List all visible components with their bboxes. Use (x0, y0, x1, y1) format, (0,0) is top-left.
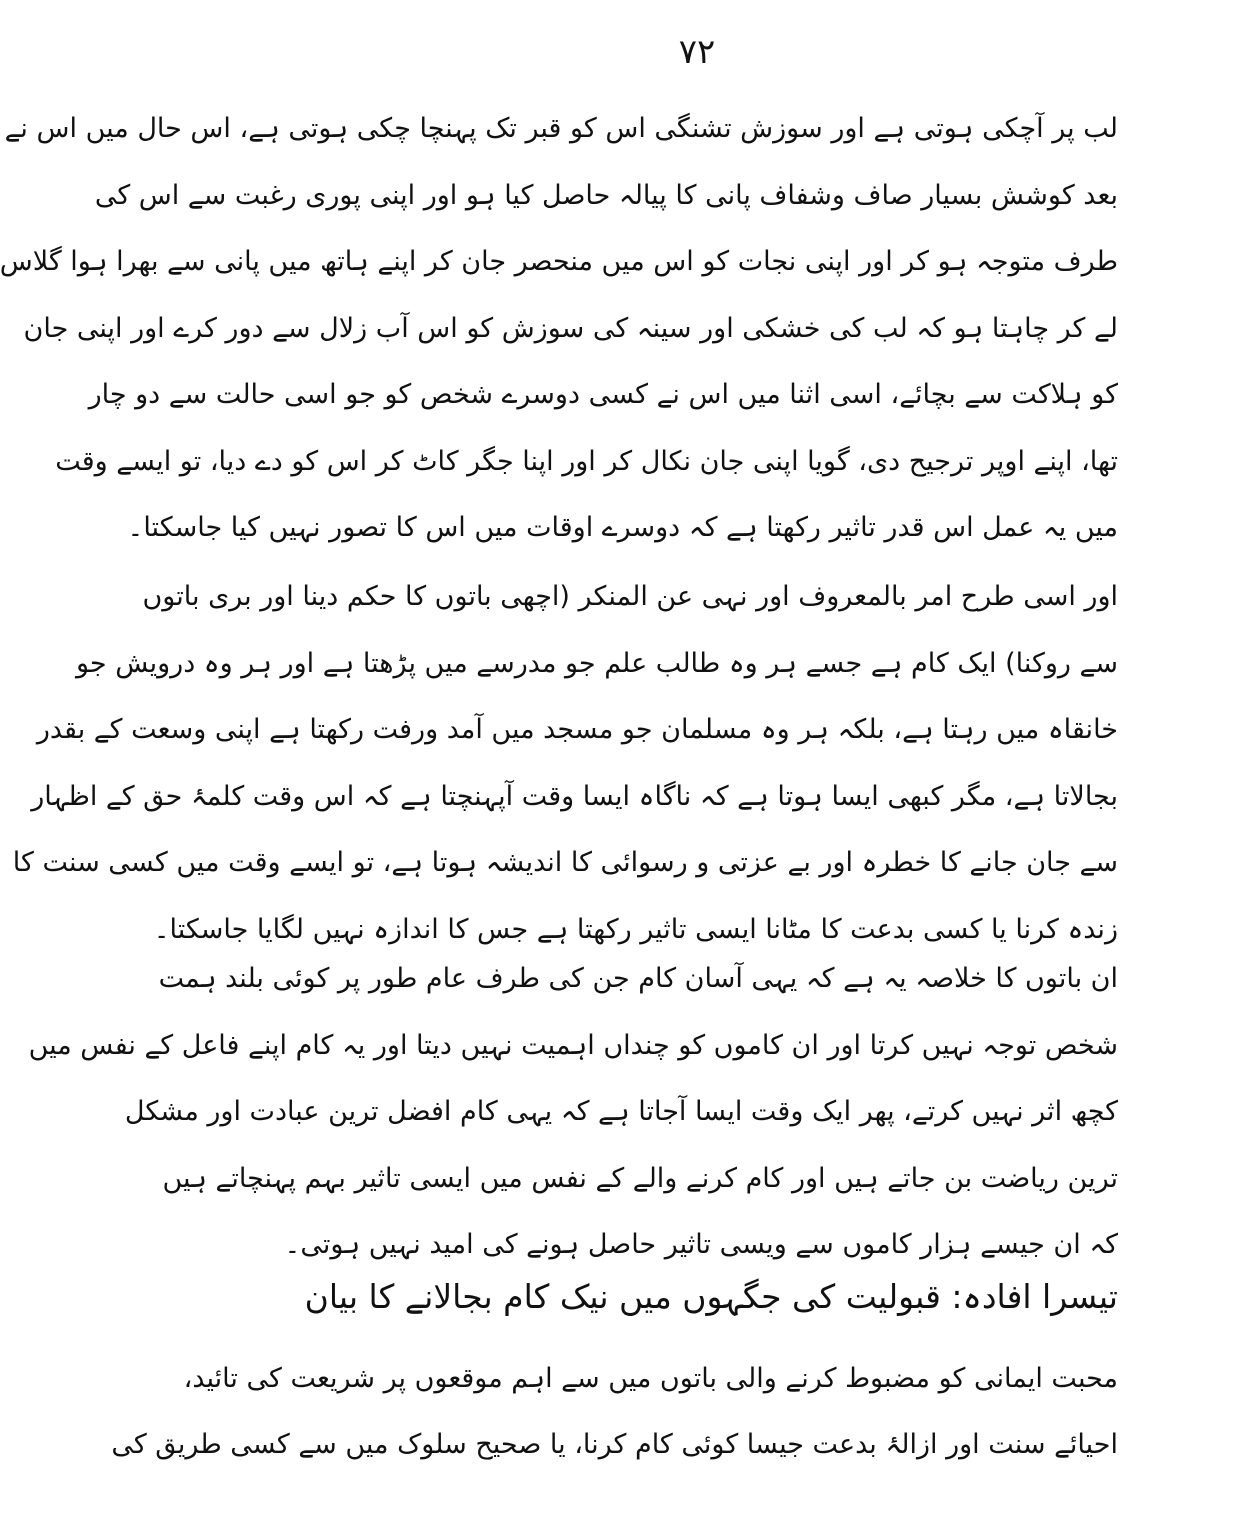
text-line: کہ ان جیسے ہزار کاموں سے ویسی تاثیر حاصل ہونے کی امید نہیں ہوتی۔ (284, 1229, 1118, 1260)
text-line: کچھ اثر نہیں کرتے، پھر ایک وقت ایسا آجاتا ہے کہ یہی کام افضل ترین عبادت اور مشکل (124, 1096, 1118, 1127)
text-line: خانقاہ میں رہتا ہے، بلکہ ہر وہ مسلمان جو مسجد میں آمد ورفت رکھتا ہے اپنی وسعت کے بقدر (36, 714, 1118, 745)
text-line: بعد کوشش بسیار صاف وشفاف پانی کا پیالہ حاصل کیا ہو اور اپنی پوری رغبت سے اس کی (94, 179, 1118, 211)
text-line: لے کر چاہتا ہو کہ لب کی خشکی اور سینہ کی سوزش کو اس آب زلال سے دور کرے اور اپنی جان (23, 312, 1118, 344)
paragraph-summary (28, 946, 1118, 1279)
text-line: ان باتوں کا خلاصہ یہ ہے کہ یہی آسان کام جن کی طرف عام طور پر کوئی بلند ہمت (158, 963, 1118, 994)
text-line: بجالاتا ہے، مگر کبھی ایسا ہوتا ہے کہ ناگاہ ایسا وقت آپہنچتا ہے کہ اس وقت کلمۂ حق کے اظہار (31, 780, 1118, 812)
text-line: محبت ایمانی کو مضبوط کرنے والی باتوں میں سے اہم موقعوں پر شریعت کی تائید، (183, 1363, 1118, 1394)
paragraph-self-sacrifice (0, 96, 1118, 562)
text-line: کو ہلاکت سے بچائے، اسی اثنا میں اس نے کسی دوسرے شخص کو جو اسی حالت سے دو چار (88, 379, 1118, 410)
text-line: سے جان جانے کا خطرہ اور بے عزتی و رسوائی کا اندیشہ ہوتا ہے، تو ایسے وقت میں کسی سنت کا (12, 847, 1118, 878)
text-line: میں یہ عمل اس قدر تاثیر رکھتا ہے کہ دوسرے اوقات میں اس کا تصور نہیں کیا جاسکتا۔ (127, 512, 1118, 543)
text-line: زندہ کرنا یا کسی بدعت کا مٹانا ایسی تاثیر رکھتا ہے جس کا اندازہ نہیں لگایا جاسکتا۔ (153, 913, 1118, 945)
text-line: اور اسی طرح امر بالمعروف اور نہی عن المنکر (اچھی باتوں کا حکم دینا اور بری باتوں (142, 581, 1118, 612)
paragraph-enjoining-good (12, 564, 1118, 963)
text-line: احیائے سنت اور ازالۂ بدعت جیسا کوئی کام کرنا، یا صحیح سلوک میں سے کسی طریق کی (111, 1429, 1118, 1460)
text-line: طرف متوجہ ہو کر اور اپنی نجات کو اس میں منحصر جان کر اپنے ہاتھ میں پانی سے بھرا ہوا گلاس (0, 246, 1118, 277)
text-line: ترین ریاضت بن جاتے ہیں اور کام کرنے والے کے نفس میں ایسی تاثیر بہم پہنچاتے ہیں (162, 1162, 1118, 1194)
text-line: تھا، اپنے اوپر ترجیح دی، گویا اپنی جان نکال کر اور اپنا جگر کاٹ کر اس کو دے دیا، تو ایسے وقت (55, 445, 1118, 477)
text-line: شخص توجہ نہیں کرتا اور ان کاموں کو چنداں اہمیت نہیں دیتا اور یہ کام اپنے فاعل کے نفس میں (28, 1029, 1118, 1061)
text-line: لب پر آچکی ہوتی ہے اور سوزش تشنگی اس کو قبر تک پہنچا چکی ہوتی ہے، اس حال میں اس نے (4, 113, 1118, 144)
text-line: سے روکنا) ایک کام ہے جسے ہر وہ طالب علم جو مدرسے میں پڑھتا ہے اور ہر وہ درویش جو (75, 647, 1118, 679)
page-number: ۷۲ (678, 32, 716, 72)
paragraph-final (111, 1346, 1118, 1478)
section-heading: تیسرا افادہ: قبولیت کی جگہوں میں نیک کام بجالانے کا بیان (304, 1277, 1118, 1316)
